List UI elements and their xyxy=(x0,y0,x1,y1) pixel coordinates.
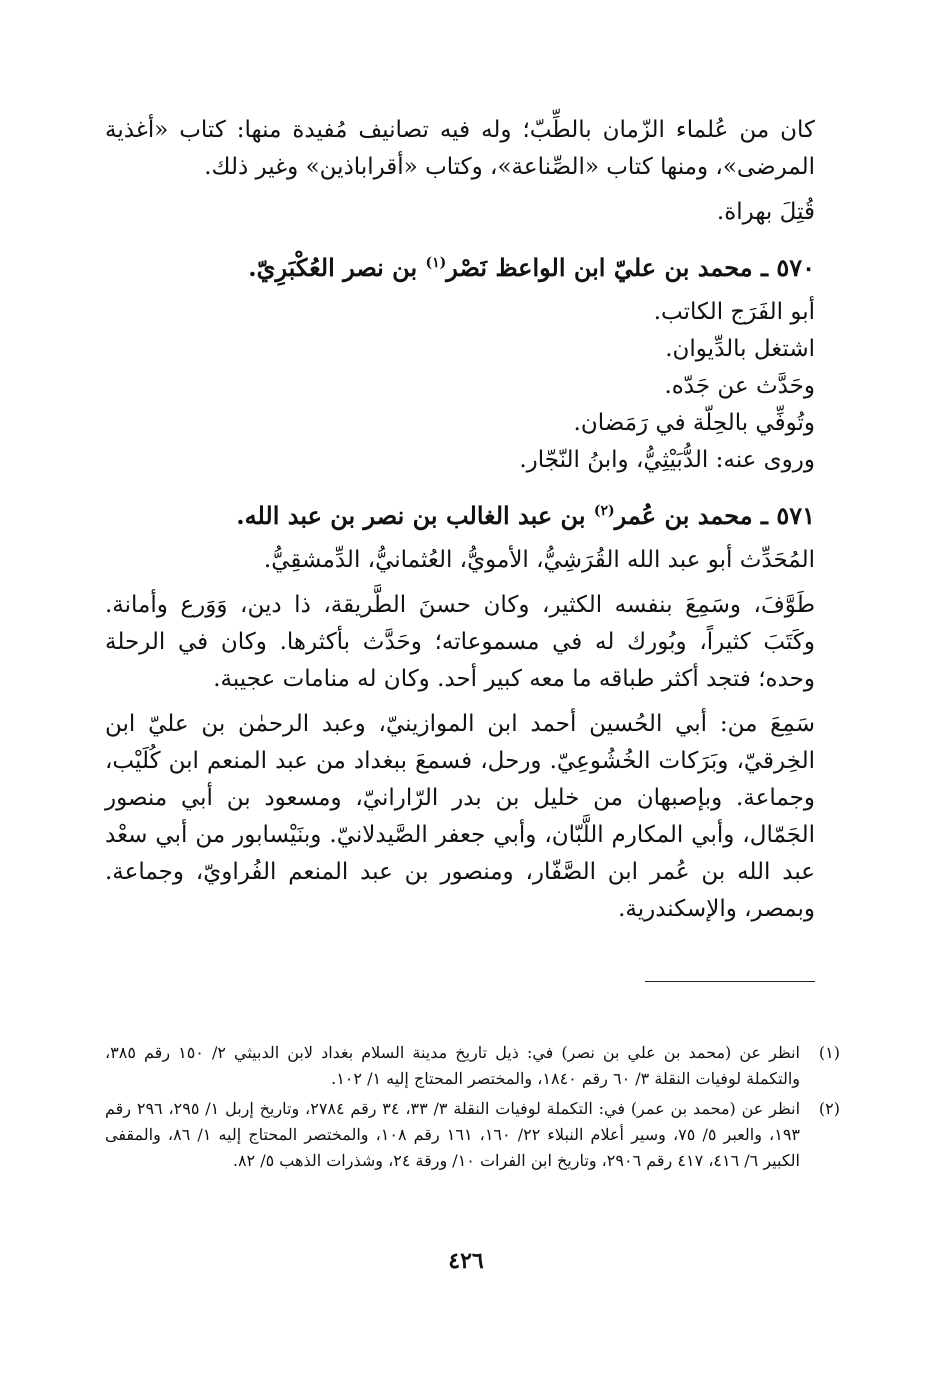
entry-571-title xyxy=(105,497,815,534)
intro-paragraph: كان من عُلماء الزّمان بالطِّبّ؛ وله فيه تصانيف مُفيدة منها: كتاب «أغذية المرضى»، ومنها كتاب «الصِّناعة»، وكتاب «أقراباذين» وغير ذلك. xyxy=(105,117,815,180)
entry-571-title-rest: بن عبد الغالب بن نصر بن عبد الله. xyxy=(236,501,594,530)
footnote-ref-1[interactable]: (١) xyxy=(425,255,447,271)
entry-570-line: وروى عنه: الدُّبَيْثِيُّ، وابنُ النّجّار. xyxy=(519,447,815,473)
main-text xyxy=(105,112,815,946)
entry-571-subtitle: المُحَدِّث أبو عبد الله القُرَشِيُّ، الأمويُّ، العُثمانيُّ، الدِّمشقِيُّ. xyxy=(263,547,815,573)
footnote-text: انظر عن (محمد بن علي بن نصر) في: ذيل تاريخ مدينة السلام بغداد لابن الدبيثي ٢/ ١٥٠ رقم ٣٨٥، والتكملة لوفيات النقلة ٣/ ٦٠ رقم ١٨٤٠، والمختصر المحتاج إليه ١/ ١٠٢. xyxy=(105,1043,800,1088)
footnote-number: (٢) xyxy=(818,1099,840,1118)
footnote-text: انظر عن (محمد بن عمر) في: التكملة لوفيات النقلة ٣/ ٣٣، ٣٤ رقم ٢٧٨٤، وتاريخ إربل ١/ ٢٩٥، ٢٩٦ رقم ١٩٣، والعبر ٥/ ٧٥، وسير أعلام النبلاء ٢٢/ ١٦٠، ١٦١ رقم ١٠٨، والمختصر المحتاج إليه ١/ ٨٦، والمقفى الكبير ٦/ ٤١٦، ٤١٧ رقم ٢٩٠٦، وتاريخ ابن الفرات ١٠/ ورقة ٢٤، وشذرات الذهب ٥/ ٨٢. xyxy=(105,1099,801,1170)
entry-570-title-text: ٥٧٠ ـ محمد بن عليّ ابن الواعظ نَصْر xyxy=(446,253,815,282)
entry-570-title xyxy=(105,249,815,286)
entry-571-paragraph-2: سَمِعَ من: أبي الحُسين أحمد ابن الموازينيّ، وعبد الرحمٰن بن عليّ ابن الخِرقيّ، وبَرَكات الخُشُوعِيّ. ورحل، فسمعَ ببغداد من عبد المنعم ابن كُلَيْب، وجماعة. وبإصبهان من خليل بن بدر الرّارانيّ، ومسعود بن أبي منصور الجَمّال، وأبي المكارم اللَّبّان، وأبي جعفر الصَّيدلانيّ. وبنَيْسابور من أبي سعْد عبد الله بن عُمر ابن الصَّفّار، ومنصور بن عبد المنعم الفُراويّ، وجماعة. وبمصر، والإسكندرية. xyxy=(105,711,815,922)
footnote-1 xyxy=(105,1040,840,1092)
page-number: ٤٢٦ xyxy=(448,1248,484,1274)
footnote-ref-2[interactable]: (٢) xyxy=(593,503,615,519)
killed-line: قُتِلَ بهراة. xyxy=(716,199,815,225)
footnotes xyxy=(105,1040,840,1178)
footnote-number: (١) xyxy=(818,1043,840,1062)
entry-570-line: اشتغل بالدِّيوان. xyxy=(665,336,815,362)
footnote-2 xyxy=(105,1096,840,1174)
entry-570-line: وحَدَّث عن جَدّه. xyxy=(664,373,815,399)
entry-570-title-rest: بن نصر العُكْبَرِيّ. xyxy=(248,253,426,282)
entry-570-line: وتُوفِّي بالحِلّة في رَمَضان. xyxy=(573,410,815,436)
entry-570-line: أبو الفَرَج الكاتب. xyxy=(653,299,815,325)
footnote-divider xyxy=(645,981,815,982)
entry-571-paragraph-1: طَوَّفَ، وسَمِعَ بنفسه الكثير، وكان حسنَ الطَّريقة، ذا دين، وَوَرع وأمانة. وكَتَبَ كثيراً، وبُورك له في مسموعاته؛ وحَدَّث بأكثرها. وكان في الرحلة وحده؛ فتجد أكثر طباقه ما معه كبير أحد. وكان له منامات عجيبة. xyxy=(105,592,815,692)
entry-571-title-text: ٥٧١ ـ محمد بن عُمر xyxy=(614,501,815,530)
